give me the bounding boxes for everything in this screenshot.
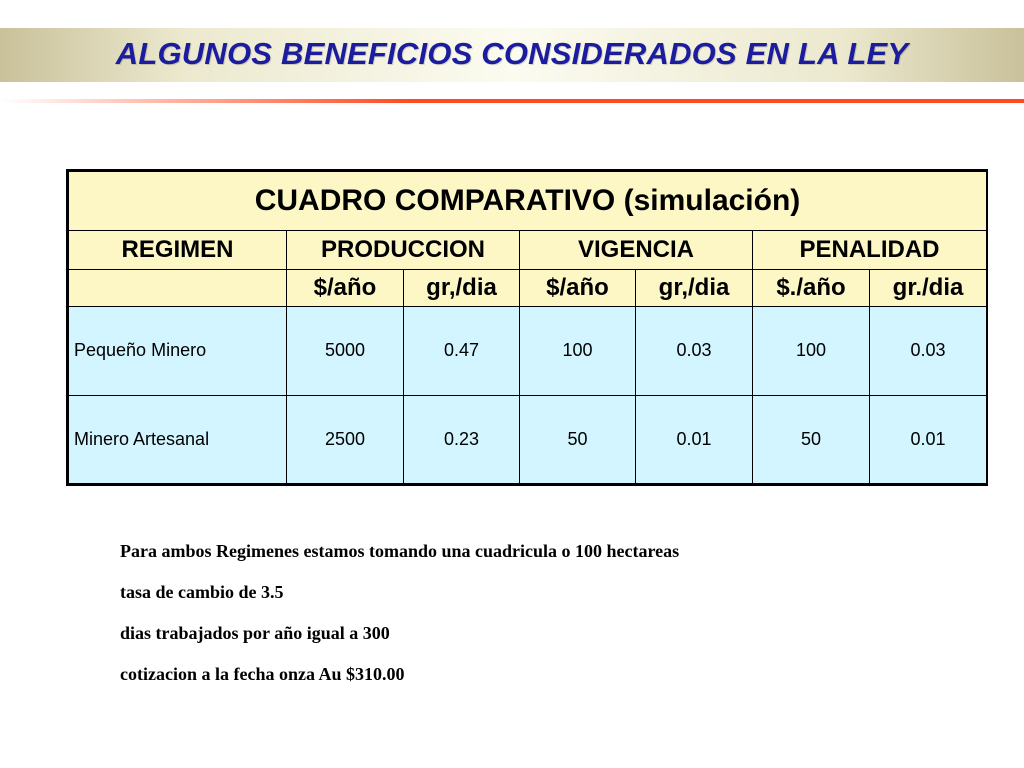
header-penalidad: PENALIDAD — [753, 231, 987, 270]
header-produccion: PRODUCCION — [287, 231, 520, 270]
unit-header: $/año — [287, 270, 404, 307]
note-line: Para ambos Regimenes estamos tomando una cuadricula o 100 hectareas — [120, 541, 680, 561]
page-title: ALGUNOS BENEFICIOS CONSIDERADOS EN LA LEY — [115, 36, 909, 71]
notes — [120, 538, 920, 702]
unit-header: $./año — [753, 270, 870, 307]
table-cell: 100 — [520, 307, 636, 396]
row-label: Minero Artesanal — [69, 395, 287, 484]
unit-header: gr./dia — [870, 270, 987, 307]
title-underline — [0, 99, 1024, 103]
unit-header: $/año — [520, 270, 636, 307]
note-line: cotizacion a la fecha onza Au $310.00 — [120, 664, 405, 684]
table-cell: 100 — [753, 307, 870, 396]
table-caption: CUADRO COMPARATIVO (simulación) — [69, 172, 987, 231]
table-cell: 0.01 — [636, 395, 753, 484]
table-cell: 0.03 — [870, 307, 987, 396]
note-line: dias trabajados por año igual a 300 — [120, 623, 390, 643]
table-cell: 50 — [520, 395, 636, 484]
row-label: Pequeño Minero — [69, 307, 287, 396]
table-row — [69, 395, 987, 484]
table-cell: 5000 — [287, 307, 404, 396]
note-line: tasa de cambio de 3.5 — [120, 582, 284, 602]
table-row — [69, 307, 987, 396]
table-cell: 0.03 — [636, 307, 753, 396]
header-regimen: REGIMEN — [69, 231, 287, 270]
table-cell: 0.23 — [404, 395, 520, 484]
table-cell: 50 — [753, 395, 870, 484]
table-cell: 0.47 — [404, 307, 520, 396]
table-cell: 2500 — [287, 395, 404, 484]
unit-blank — [69, 270, 287, 307]
table-cell: 0.01 — [870, 395, 987, 484]
comparison-table — [66, 169, 988, 486]
header-vigencia: VIGENCIA — [520, 231, 753, 270]
unit-header: gr,/dia — [404, 270, 520, 307]
unit-header: gr,/dia — [636, 270, 753, 307]
